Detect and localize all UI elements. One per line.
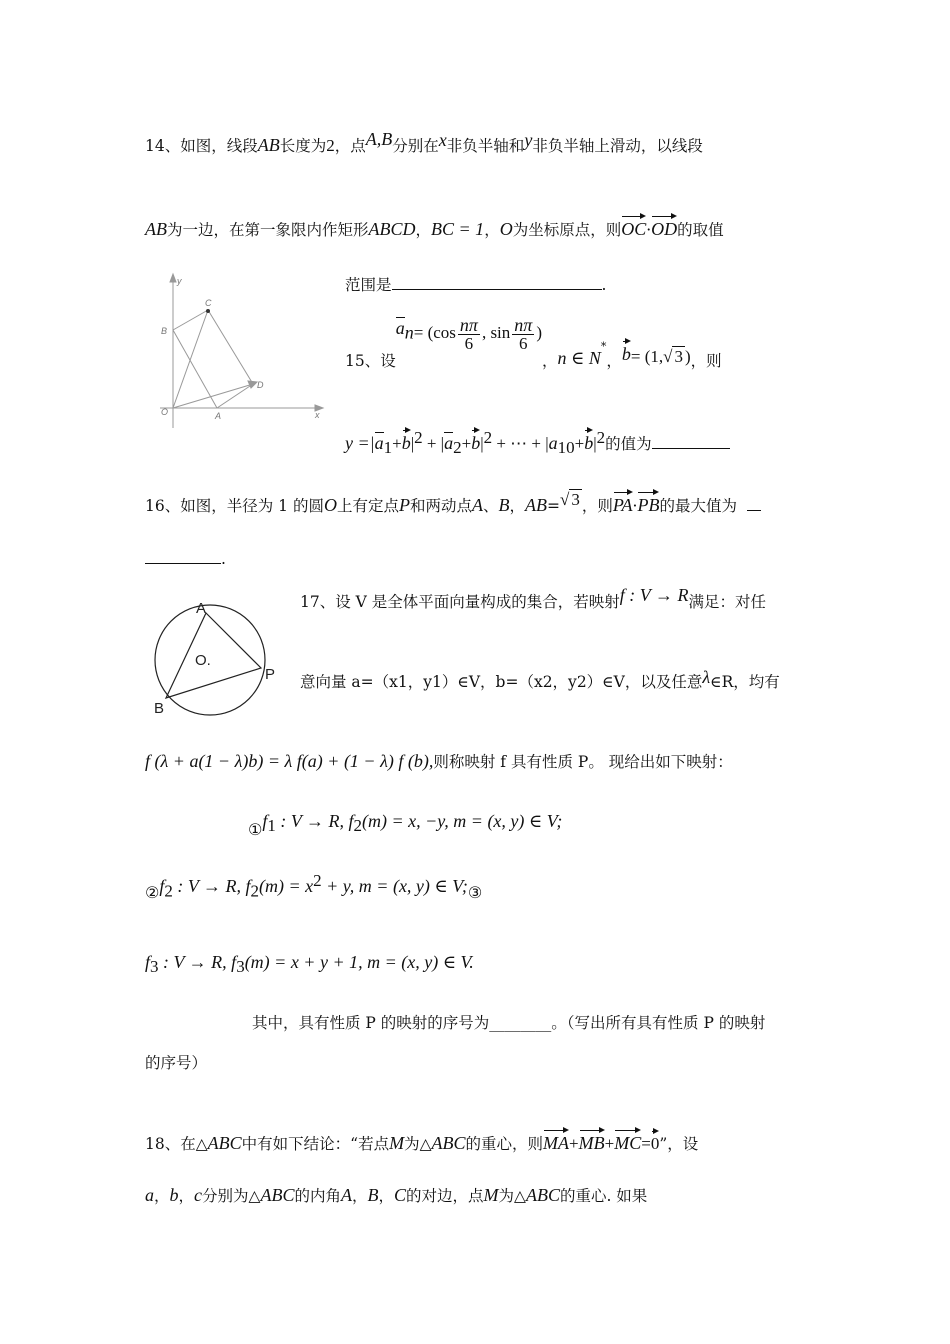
fig14-label-y: y xyxy=(177,276,182,286)
q14-line2: AB为一边，在第一象限内作矩形ABCD，BC = 1，O为坐标原点，则OC·OD的取值 xyxy=(145,214,724,239)
q14-figure xyxy=(145,268,325,438)
q18-line1: 18、在△ABC中有如下结论：“若点M为△ABC的重心，则MA+MB+MC=0”，设 xyxy=(145,1128,698,1153)
vector-MB: MB xyxy=(579,1128,605,1152)
fig14-label-A: A xyxy=(215,411,222,421)
answer-blank-14 xyxy=(392,289,602,290)
vector-OD: OD xyxy=(651,214,677,238)
q17-line3: f (λ + a(1 − λ)b) = λ f(a) + (1 − λ) f (b),则称映射 f 具有性质 P。 现给出如下映射： xyxy=(145,751,733,771)
fig14-label-C: C xyxy=(205,298,212,308)
q14-line3: 范围是 . xyxy=(345,276,607,294)
answer-blank-16b xyxy=(145,563,221,564)
q17-line1: 17、设 V 是全体平面向量构成的集合，若映射f : V → R满足：对任 xyxy=(300,585,766,611)
fig16-label-A: A xyxy=(196,600,207,617)
fig14-label-D: D xyxy=(257,380,264,390)
q15-line2: $y =|a_1+b|^2 + |a_2+b|^2$ + ⋯ + $|a_{10}+b|^2$的值为 xyxy=(345,428,730,456)
answer-blank-15 xyxy=(652,448,730,449)
q17-line2: 意向量 a=（x1，y1）∈V，b=（x2，y2）∈V，以及任意λ∈R，均有 xyxy=(300,667,780,691)
vector-MA: MA xyxy=(543,1128,569,1152)
q16-line1: 16、如图，半径为 1 的圆O上有定点P和两动点A、B，AB=√ 3 ，则PA·PB的最大值为 xyxy=(145,490,761,515)
vector-PB: PB xyxy=(637,490,659,514)
q17-question-line2: 的序号） xyxy=(145,1054,208,1072)
q17-map1: $①f_1$ : V → R, $f_2(m) = x$, −y, m = (x, y) ∈ V; xyxy=(248,811,563,839)
vector-OC: OC xyxy=(621,214,646,238)
fig14-label-x: x xyxy=(315,410,320,420)
q14-line1: 14、如图，线段AB长度为2，点A,B分别在x非负半轴和y非负半轴上滑动，以线段 xyxy=(145,129,703,155)
fig16-label-O: O. xyxy=(195,652,211,669)
q18-line2: a，b，c分别为△ABC的内角A，B，C的对边，点M为△ABC的重心. 如果 xyxy=(145,1185,648,1205)
fig14-label-B: B xyxy=(161,326,168,336)
q15-line1: 15、设$a_n= (\cos$ $\frac{n\pi}{6}$ , sin $\frac{n\pi}{6}$ )，n ∈ N*，b= (1,√ 3 )，则 xyxy=(345,315,722,370)
vector-MC: MC xyxy=(614,1128,641,1152)
q17-map2: $②f_2$ : V → R, $f_2(m) = x^2 + y$, m = (x, y) ∈ V;③ xyxy=(145,871,483,903)
q17-map3: $f_3$ : V → R, $f_3(m) = x + y + 1$, m = (x, y) ∈ V. xyxy=(145,952,474,977)
fig14-label-O: O xyxy=(161,407,169,417)
vector-PA: PA xyxy=(613,490,633,514)
answer-blank-16a xyxy=(747,510,761,511)
fig16-label-P: P xyxy=(265,666,276,683)
zero-vector: 0 xyxy=(651,1129,660,1152)
q16-line2: . xyxy=(145,552,226,568)
q16-figure xyxy=(148,600,288,725)
fig16-label-B: B xyxy=(154,700,165,717)
q17-question-line1: 其中，具有性质 P 的映射的序号为________。（写出所有具有性质 P 的映射 xyxy=(252,1014,766,1032)
